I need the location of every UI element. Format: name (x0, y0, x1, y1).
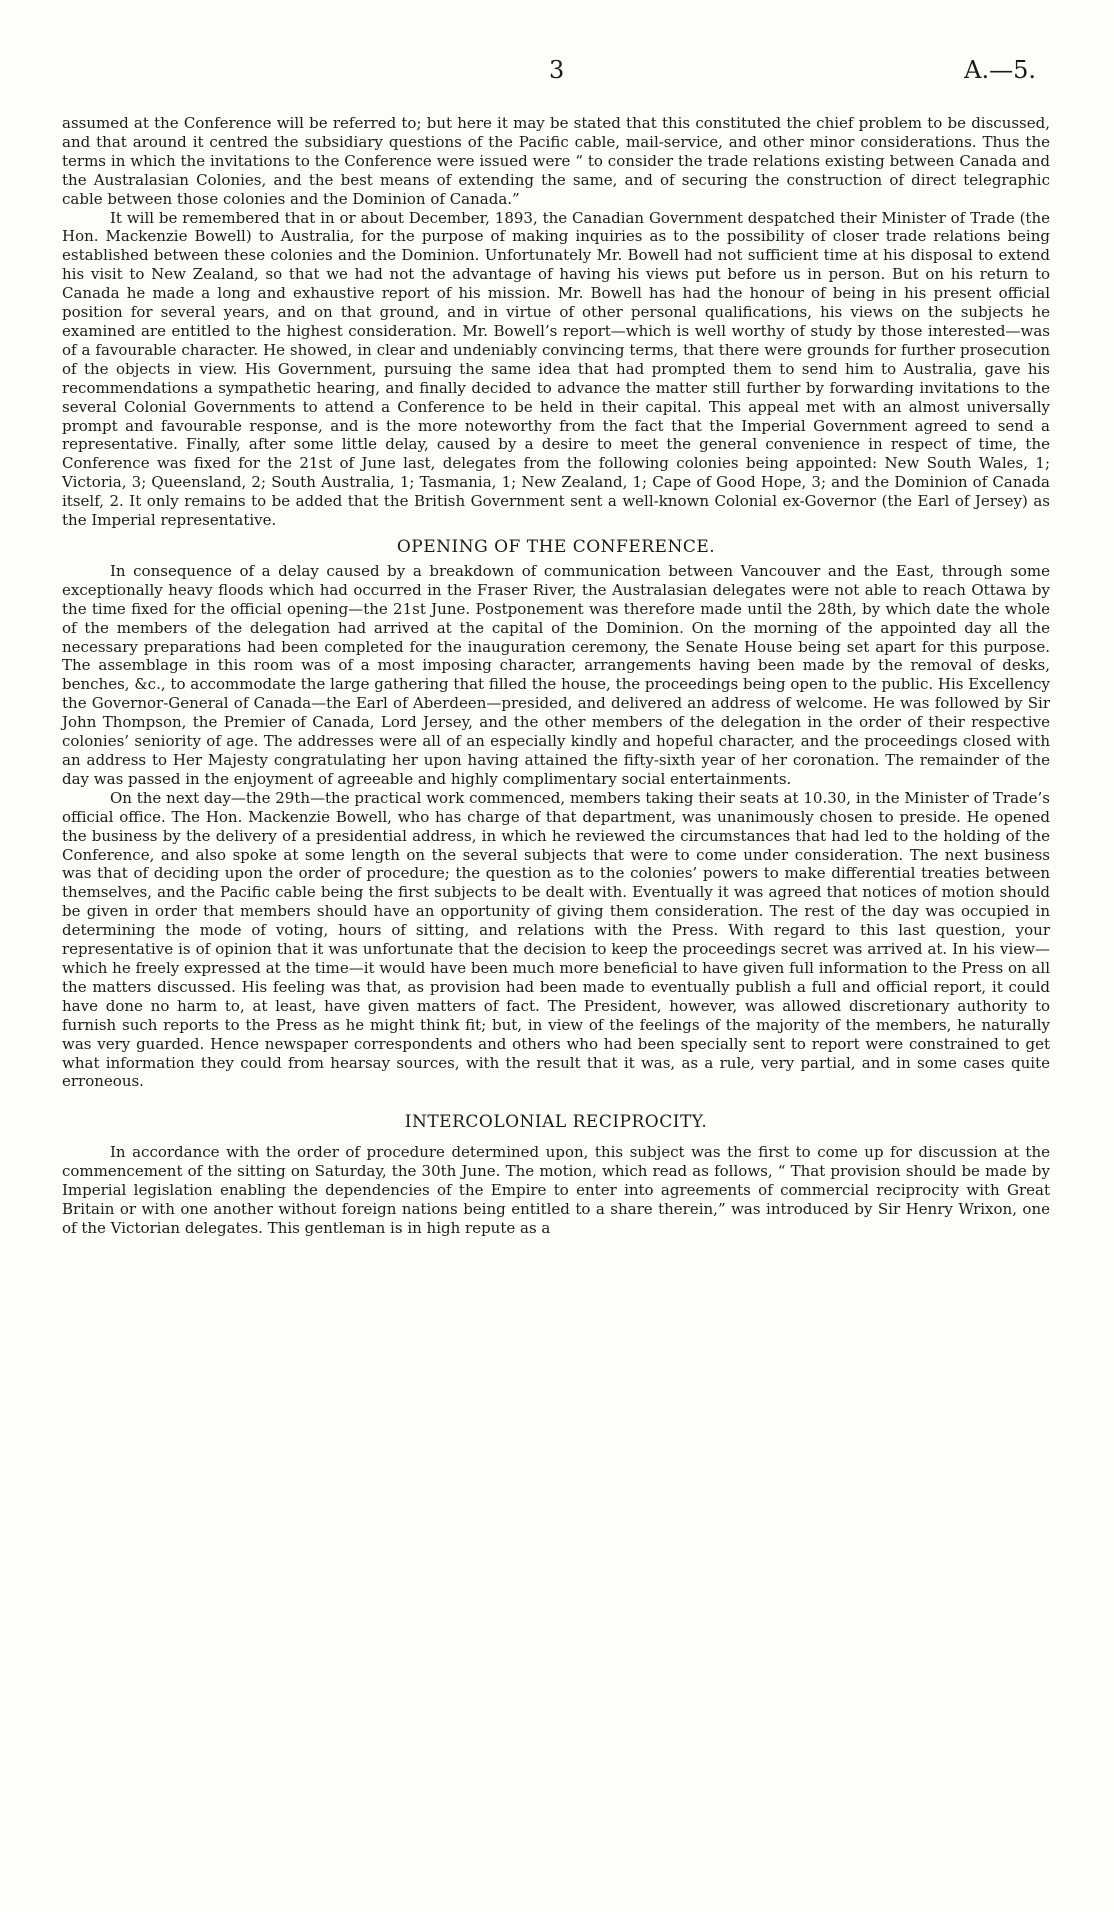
document-reference: A.—5. (964, 56, 1036, 84)
paragraph-3: In consequence of a delay caused by a breakdown of communication between Vancouver and the East, through some exceptionally heavy floods which had occurred in the Fraser River, the Australasian delegates were not able to reach Ottawa by the time fixed for the official opening—the 21st June. Postponement was therefore made until the 28th, by which date the whole of the members of the delegation had arrived at the capital of the Dominion. On the morning of the appointed day all the necessary preparations had been completed for the inauguration ceremony, the Senate House being set apart for this purpose. The assemblage in this room was of a most imposing character, arrangements having been made by the removal of desks, benches, &c., to accommodate the large gathering that filled the house, the proceedings being open to the public. His Excellency the Governor-General of Canada—the Earl of Aberdeen—presided, and delivered an address of welcome. He was followed by Sir John Thompson, the Premier of Canada, Lord Jersey, and the other members of the delegation in the order of their respective colonies’ seniority of age. The addresses were all of an especially kindly and hopeful character, and the proceedings closed with an address to Her Majesty congratulating her upon having attained the fifty-sixth year of her coronation. The remainder of the day was passed in the enjoyment of agreeable and highly complimentary social entertainments. (62, 561, 1050, 788)
paragraph-5: In accordance with the order of procedure determined upon, this subject was the first to come up for discussion at the commencement of the sitting on Saturday, the 30th June. The motion, which read as follows, “ That provision should be made by Imperial legislation enabling the dependencies of the Empire to enter into agreements of commercial reciprocity with Great Britain or with one another without foreign nations being entitled to a share therein,” was introduced by Sir Henry Wrixon, one of the Victorian delegates. This gentleman is in high repute as a (62, 1143, 1050, 1237)
section-heading-opening: OPENING OF THE CONFERENCE. (396, 536, 716, 557)
paragraph-4: On the next day—the 29th—the practical work commenced, members taking their seats at 10.30, in the Minister of Trade’s official office. The Hon. Mackenzie Bowell, who has charge of that department, was unanimously chosen to preside. He opened the business by the delivery of a presidential address, in which he reviewed the circumstances that had led to the holding of the Conference, and also spoke at some length on the several subjects that were to come under consideration. The next business was that of deciding upon the order of procedure; the question as to the colonies’ powers to make differential treaties between themselves, and the Pacific cable being the first subjects to be dealt with. Eventually it was agreed that notices of motion should be given in order that members should have an opportunity of giving them consideration. The rest of the day was occupied in determining the mode of voting, hours of sitting, and relations with the Press. With regard to this last question, your representative is of opinion that it was unfortunate that the decision to keep the proceedings secret was arrived at. In his view—which he freely expressed at the time—it would have been much more beneficial to have given full information to the Press on all the matters discussed. His feeling was that, as provision had been made to eventually publish a full and official report, it could have done no harm to, at least, have given matters of fact. The President, however, was allowed discretionary authority to furnish such reports to the Press as he might think fit; but, in view of the feelings of the majority of the members, he naturally was very guarded. Hence newspaper correspondents and others who had been specially sent to report were constrained to get what information they could from hearsay sources, with the result that it was, as a rule, very partial, and in some cases quite erroneous. (62, 788, 1050, 1091)
page-number: 3 (549, 56, 565, 84)
body-text (62, 114, 1050, 1238)
section-heading-reciprocity: INTERCOLONIAL RECIPROCITY. (404, 1112, 708, 1133)
paragraph-2: It will be remembered that in or about December, 1893, the Canadian Government despatched their Minister of Trade (the Hon. Mackenzie Bowell) to Australia, for the purpose of making inquiries as to the possibility of closer trade relations being established between these colonies and the Dominion. Unfortunately Mr. Bowell had not sufficient time at his disposal to extend his visit to New Zealand, so that we had not the advantage of having his views put before us in person. But on his return to Canada he made a long and exhaustive report of his mission. Mr. Bowell has had the honour of being in his present official position for several years, and on that ground, and in virtue of other personal qualifications, his views on the subjects he examined are entitled to the highest consideration. Mr. Bowell’s report—which is well worthy of study by those interested—was of a favourable character. He showed, in clear and undeniably convincing terms, that there were grounds for further prosecution of the objects in view. His Government, pursuing the same idea that had prompted them to send him to Australia, gave his recommendations a sympathetic hearing, and finally decided to advance the matter still further by forwarding invitations to the several Colonial Governments to attend a Conference to be held in their capital. This appeal met with an almost universally prompt and favourable response, and is the more noteworthy from the fact that the Imperial Government agreed to send a representative. Finally, after some little delay, caused by a desire to meet the general convenience in respect of time, the Conference was fixed for the 21st of June last, delegates from the following colonies being appointed: New South Wales, 1; Victoria, 3; Queensland, 2; South Australia, 1; Tasmania, 1; New Zealand, 1; Cape of Good Hope, 3; and the Dominion of Canada itself, 2. It only remains to be added that the British Government sent a well-known Colonial ex-Governor (the Earl of Jersey) as the Imperial representative. (62, 208, 1050, 530)
paragraph-1: assumed at the Conference will be referred to; but here it may be stated that this constituted the chief problem to be discussed, and that around it centred the subsidiary questions of the Pacific cable, mail-service, and other minor considerations. Thus the terms in which the invitations to the Conference were issued were “ to consider the trade relations existing between Canada and the Australasian Colonies, and the best means of extending the same, and of securing the construction of direct telegraphic cable between those colonies and the Dominion of Canada.” (62, 114, 1050, 208)
